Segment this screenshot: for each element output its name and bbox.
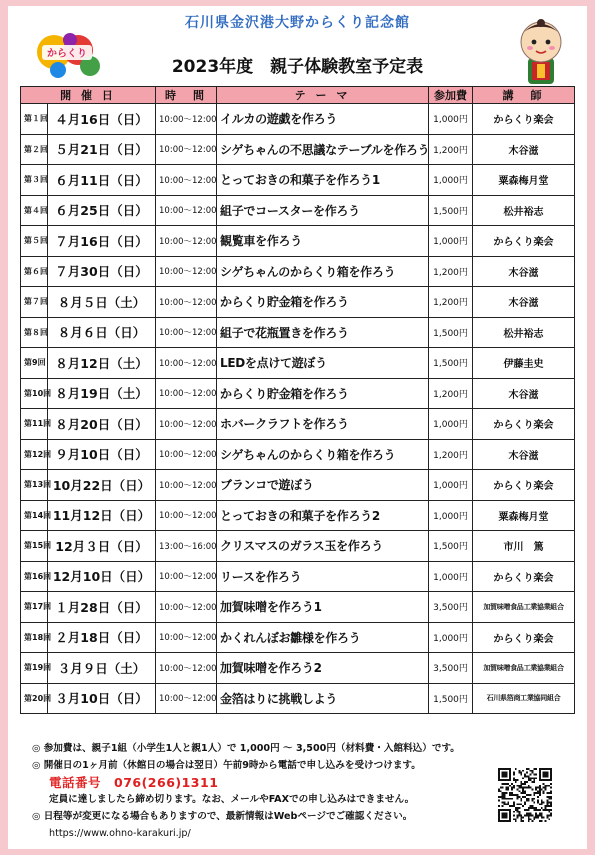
- logo-text: からくり: [47, 48, 87, 60]
- session-lecturer: 粟森梅月堂: [473, 500, 575, 531]
- table-row: [21, 104, 575, 135]
- session-fee: 1,000円: [429, 409, 473, 440]
- session-time: 10:00～12:00: [156, 287, 217, 318]
- session-number: 第9回: [21, 348, 48, 379]
- session-date: ７月16日（日）: [48, 226, 156, 257]
- session-date: ７月30日（日）: [48, 256, 156, 287]
- session-date: ５月21日（日）: [48, 134, 156, 165]
- karakuri-gear-logo: [34, 28, 106, 80]
- table-row: [21, 256, 575, 287]
- session-time: 10:00～12:00: [156, 622, 217, 653]
- session-lecturer: 松井裕志: [473, 195, 575, 226]
- session-date: ８月６日（日）: [48, 317, 156, 348]
- session-lecturer: からくり楽会: [473, 622, 575, 653]
- session-time: 10:00～12:00: [156, 317, 217, 348]
- session-fee: 1,200円: [429, 256, 473, 287]
- table-header-row: [21, 87, 575, 104]
- session-number: 第18回: [21, 622, 48, 653]
- session-date: 11月12日（日）: [48, 500, 156, 531]
- session-time: 10:00～12:00: [156, 653, 217, 684]
- session-lecturer: 木谷滋: [473, 256, 575, 287]
- session-lecturer: からくり楽会: [473, 409, 575, 440]
- column-header-fee: 参加費: [429, 87, 473, 104]
- session-date: ８月12日（土）: [48, 348, 156, 379]
- session-number: 第12回: [21, 439, 48, 470]
- session-theme: からくり貯金箱を作ろう: [217, 378, 429, 409]
- session-fee: 1,000円: [429, 470, 473, 501]
- session-lecturer: 木谷滋: [473, 378, 575, 409]
- table-row: [21, 592, 575, 623]
- session-fee: 1,000円: [429, 104, 473, 135]
- session-theme: とっておきの和菓子を作ろう1: [217, 165, 429, 196]
- capacity-note: 定員に達しましたら締め切ります。なお、メールやFAXでの申し込みはできません。: [49, 794, 415, 805]
- mascot-character-icon: [510, 18, 572, 88]
- session-number: 第８回: [21, 317, 48, 348]
- table-row: [21, 622, 575, 653]
- session-date: 12月10日（日）: [48, 561, 156, 592]
- session-theme: クリスマスのガラス玉を作ろう: [217, 531, 429, 562]
- session-time: 10:00～12:00: [156, 683, 217, 714]
- website-link[interactable]: https://www.ohno-karakuri.jp/: [49, 828, 191, 839]
- session-time: 10:00～12:00: [156, 409, 217, 440]
- session-theme: 加賀味噌を作ろう1: [217, 592, 429, 623]
- table-row: [21, 409, 575, 440]
- session-fee: 1,200円: [429, 287, 473, 318]
- session-date: ９月10日（日）: [48, 439, 156, 470]
- session-theme: からくり貯金箱を作ろう: [217, 287, 429, 318]
- session-theme: とっておきの和菓子を作ろう2: [217, 500, 429, 531]
- session-lecturer: 伊藤圭史: [473, 348, 575, 379]
- session-date: ６月11日（日）: [48, 165, 156, 196]
- session-lecturer: 加賀味噌食品工業協業組合: [473, 653, 575, 684]
- session-number: 第20回: [21, 683, 48, 714]
- session-fee: 1,000円: [429, 622, 473, 653]
- session-time: 10:00～12:00: [156, 470, 217, 501]
- session-number: 第３回: [21, 165, 48, 196]
- page-title: 2023年度 親子体験教室予定表: [171, 57, 424, 77]
- session-time: 10:00～12:00: [156, 378, 217, 409]
- session-theme: シゲちゃんのからくり箱を作ろう: [217, 439, 429, 470]
- session-time: 13:00～16:00: [156, 531, 217, 562]
- session-time: 10:00～12:00: [156, 104, 217, 135]
- column-header-lecturer: 講 師: [473, 87, 575, 104]
- session-lecturer: からくり楽会: [473, 104, 575, 135]
- session-fee: 1,500円: [429, 531, 473, 562]
- session-date: 10月22日（日）: [48, 470, 156, 501]
- session-fee: 1,000円: [429, 165, 473, 196]
- session-time: 10:00～12:00: [156, 195, 217, 226]
- session-time: 10:00～12:00: [156, 348, 217, 379]
- organization-name: 石川県金沢港大野からくり記念館: [185, 15, 410, 31]
- session-theme: シゲちゃんの不思議なテーブルを作ろう: [217, 134, 429, 165]
- schedule-table: [20, 86, 575, 714]
- session-fee: 1,200円: [429, 134, 473, 165]
- session-number: 第６回: [21, 256, 48, 287]
- session-date: 12月３日（日）: [48, 531, 156, 562]
- session-number: 第11回: [21, 409, 48, 440]
- session-lecturer: 木谷滋: [473, 287, 575, 318]
- session-date: ８月５日（土）: [48, 287, 156, 318]
- session-lecturer: 粟森梅月堂: [473, 165, 575, 196]
- session-number: 第５回: [21, 226, 48, 257]
- session-date: ６月25日（日）: [48, 195, 156, 226]
- flyer-sheet: [8, 6, 587, 849]
- session-fee: 1,500円: [429, 195, 473, 226]
- session-lecturer: からくり楽会: [473, 226, 575, 257]
- phone-number[interactable]: 電話番号 076(266)1311: [49, 775, 219, 790]
- session-number: 第15回: [21, 531, 48, 562]
- session-theme: 金箔はりに挑戦しよう: [217, 683, 429, 714]
- session-fee: 1,500円: [429, 317, 473, 348]
- session-number: 第14回: [21, 500, 48, 531]
- qr-code-icon[interactable]: [498, 768, 552, 822]
- session-date: ２月18日（日）: [48, 622, 156, 653]
- session-number: 第２回: [21, 134, 48, 165]
- session-theme: イルカの遊戯を作ろう: [217, 104, 429, 135]
- table-row: [21, 378, 575, 409]
- table-row: [21, 195, 575, 226]
- column-header-theme: テ ー マ: [217, 87, 429, 104]
- session-fee: 3,500円: [429, 592, 473, 623]
- table-row: [21, 439, 575, 470]
- table-row: [21, 561, 575, 592]
- application-note: ◎ 開催日の1ヶ月前（休館日の場合は翌日）午前9時から電話で申し込みを受けつけます。: [32, 760, 421, 771]
- table-row: [21, 165, 575, 196]
- session-theme: 組子で花瓶置きを作ろう: [217, 317, 429, 348]
- session-lecturer: 木谷滋: [473, 134, 575, 165]
- session-lecturer: 加賀味噌食品工業協業組合: [473, 592, 575, 623]
- session-fee: 1,000円: [429, 500, 473, 531]
- table-row: [21, 653, 575, 684]
- session-theme: ホバークラフトを作ろう: [217, 409, 429, 440]
- table-row: [21, 226, 575, 257]
- session-lecturer: 松井裕志: [473, 317, 575, 348]
- column-header-date: 開 催 日: [21, 87, 156, 104]
- session-date: ３月９日（土）: [48, 653, 156, 684]
- session-fee: 1,000円: [429, 226, 473, 257]
- table-row: [21, 470, 575, 501]
- session-theme: 観覧車を作ろう: [217, 226, 429, 257]
- session-theme: 組子でコースターを作ろう: [217, 195, 429, 226]
- session-time: 10:00～12:00: [156, 561, 217, 592]
- session-time: 10:00～12:00: [156, 592, 217, 623]
- session-number: 第10回: [21, 378, 48, 409]
- session-time: 10:00～12:00: [156, 500, 217, 531]
- session-date: ８月19日（土）: [48, 378, 156, 409]
- session-fee: 1,000円: [429, 561, 473, 592]
- column-header-time: 時 間: [156, 87, 217, 104]
- table-row: [21, 683, 575, 714]
- session-number: 第13回: [21, 470, 48, 501]
- session-time: 10:00～12:00: [156, 439, 217, 470]
- session-date: ３月10日（日）: [48, 683, 156, 714]
- session-date: ４月16日（日）: [48, 104, 156, 135]
- session-time: 10:00～12:00: [156, 165, 217, 196]
- session-number: 第４回: [21, 195, 48, 226]
- session-fee: 1,200円: [429, 378, 473, 409]
- session-theme: かくれんぼお雛様を作ろう: [217, 622, 429, 653]
- session-time: 10:00～12:00: [156, 226, 217, 257]
- session-date: １月28日（日）: [48, 592, 156, 623]
- session-theme: リースを作ろう: [217, 561, 429, 592]
- fee-note: ◎ 参加費は、親子1組（小学生1人と親1人）で 1,000円 ～ 3,500円（材料費・入館料込）です。: [32, 743, 460, 754]
- session-lecturer: 木谷滋: [473, 439, 575, 470]
- table-row: [21, 500, 575, 531]
- session-lecturer: 石川県箔商工業協同組合: [473, 683, 575, 714]
- schedule-body: [21, 104, 575, 714]
- session-lecturer: からくり楽会: [473, 561, 575, 592]
- session-fee: 1,500円: [429, 683, 473, 714]
- session-number: 第７回: [21, 287, 48, 318]
- session-number: 第16回: [21, 561, 48, 592]
- session-number: 第19回: [21, 653, 48, 684]
- session-fee: 1,500円: [429, 348, 473, 379]
- session-lecturer: からくり楽会: [473, 470, 575, 501]
- schedule-change-note: ◎ 日程等が変更になる場合もありますので、最新情報はWebページでご確認ください。: [32, 811, 413, 822]
- session-theme: シゲちゃんのからくり箱を作ろう: [217, 256, 429, 287]
- session-number: 第17回: [21, 592, 48, 623]
- table-row: [21, 134, 575, 165]
- table-row: [21, 287, 575, 318]
- session-time: 10:00～12:00: [156, 134, 217, 165]
- table-row: [21, 348, 575, 379]
- session-theme: ブランコで遊ぼう: [217, 470, 429, 501]
- session-fee: 1,200円: [429, 439, 473, 470]
- table-row: [21, 531, 575, 562]
- table-row: [21, 317, 575, 348]
- session-theme: 加賀味噌を作ろう2: [217, 653, 429, 684]
- session-theme: LEDを点けて遊ぼう: [217, 348, 429, 379]
- session-lecturer: 市川 篤: [473, 531, 575, 562]
- session-date: ８月20日（日）: [48, 409, 156, 440]
- session-number: 第１回: [21, 104, 48, 135]
- session-fee: 3,500円: [429, 653, 473, 684]
- session-time: 10:00～12:00: [156, 256, 217, 287]
- notes-section: [32, 740, 492, 842]
